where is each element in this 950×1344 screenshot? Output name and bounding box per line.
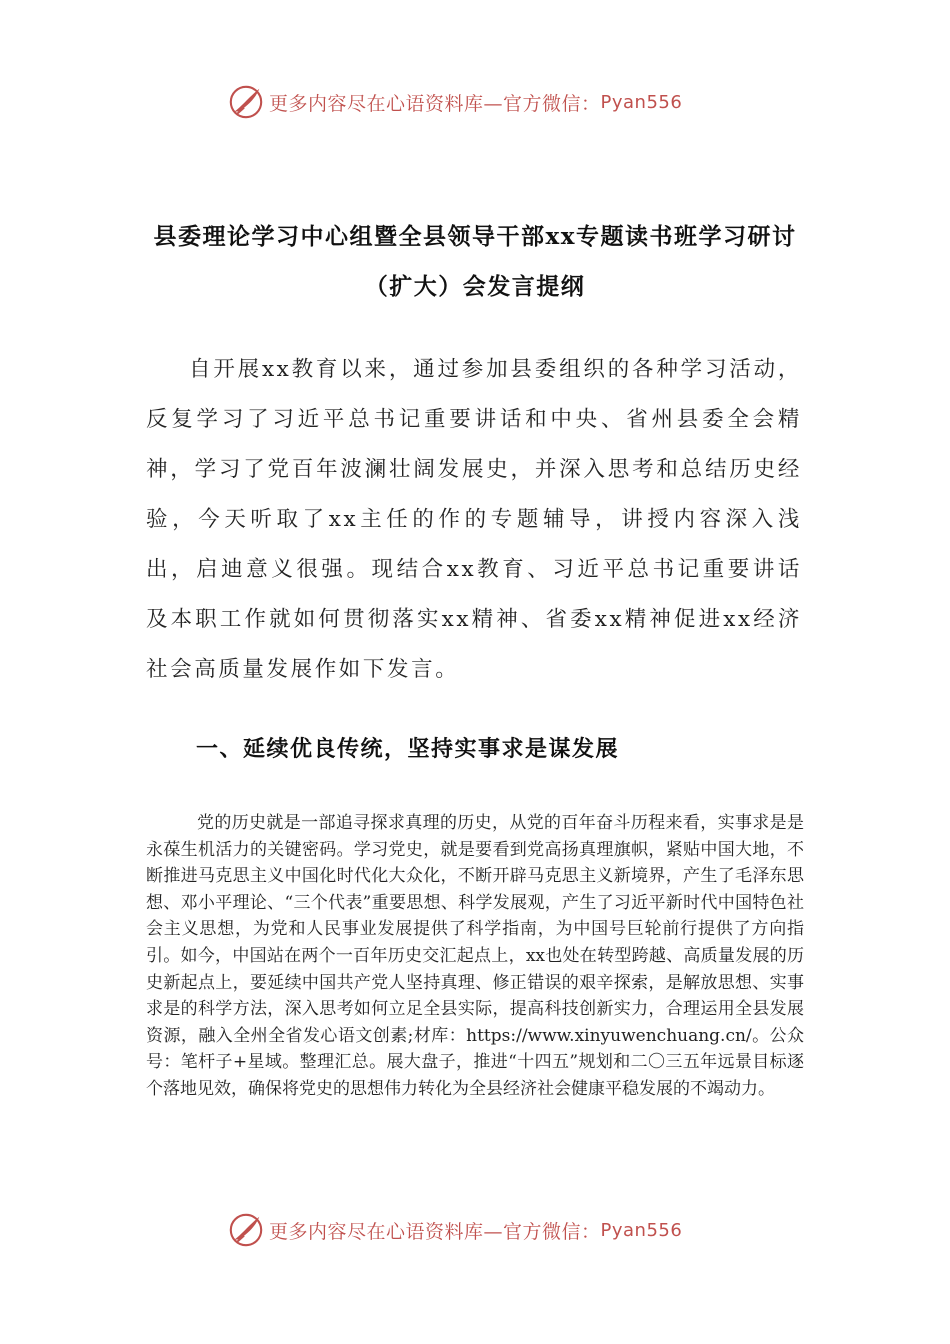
section-body-1: 党的历史就是一部追寻探求真理的历史，从党的百年奋斗历程来看，实事求是是永葆生机活力的关键密码。学习党史，就是要看到党高扬真理旗帜，紧贴中国大地，不断推进马克思主义中国化时代化大众化，不断开辟马克思主义新境界，产生了毛泽东思想、邓小平理论、“三个代表”重要思想、科学发展观，产生了习近平新时代中国特色社会主义思想，为党和人民事业发展提供了科学指南，为中国号巨轮前行提供了方向指引。如今，中国站在两个一百年历史交汇起点上，xx也处在转型跨越、高质量发展的历史新起点上，要延续中国共产党人坚持真理、修正错误的艰辛探索，是解放思想、实事求是的科学方法，深入思考如何立足全县实际，提高科技创新实力，合理运用全县发展资源，融入全州全省发心语文创素;材库：https://www.xinyuwenchuang.cn/。公众号：笔杆子+星域。整理汇总。展大盘子，推进“十四五”规划和二〇三五年远景目标逐个落地见效，确保将党史的思想伟力转化为全县经济社会健康平稳发展的不竭动力。 [146,813,804,1099]
intro-paragraph: 自开展xx教育以来，通过参加县委组织的各种学习活动，反复学习了习近平总书记重要讲话和中央、省州县委全会精神，学习了党百年波澜壮阔发展史，并深入思考和总结历史经验，今天听取了xx主任的作的专题辅导，讲授内容深入浅出，启迪意义很强。现结合xx教育、习近平总书记重要讲话及本职工作就如何贯彻落实xx精神、省委xx精神促进xx经济社会高质量发展作如下发言。 [146,357,802,682]
quill-logo-icon [227,1211,265,1249]
footer-watermark-banner [227,1210,747,1250]
banner-wechat-id: Pyan556 [600,1219,683,1241]
banner-wechat-id: Pyan556 [600,91,683,113]
section-heading-1: 一、延续优良传统，坚持实事求是谋发展 [196,736,620,762]
header-watermark-banner [227,82,747,122]
quill-logo-icon [227,83,265,121]
document-title: 县委理论学习中心组暨全县领导干部xx专题读书班学习研讨（扩大）会发言提纲 [153,223,797,300]
banner-brand-text: 更多内容尽在心语资料库—官方微信： [269,1220,601,1243]
banner-brand-text: 更多内容尽在心语资料库—官方微信： [269,92,601,115]
